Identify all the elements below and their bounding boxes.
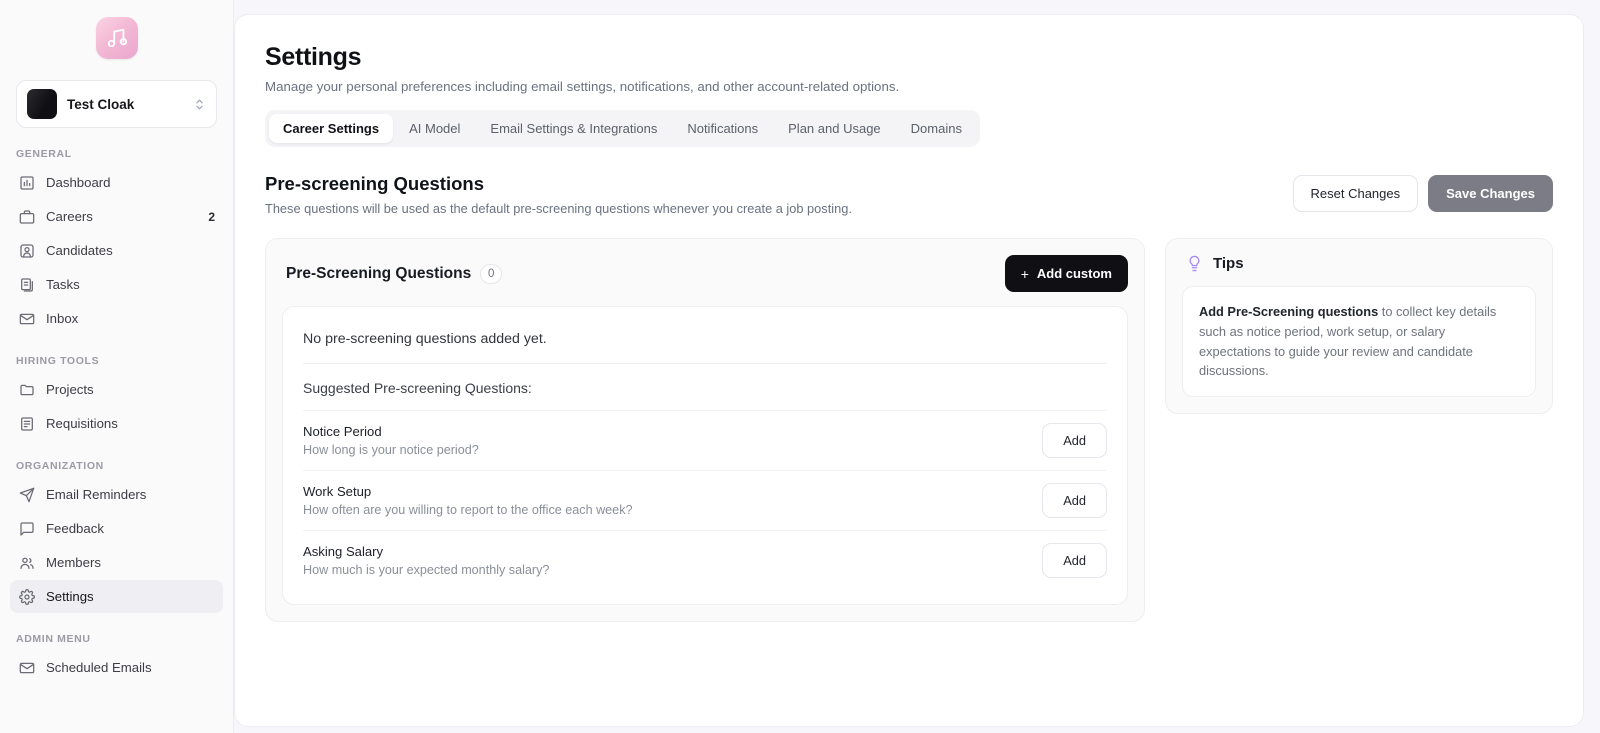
tab-notifications[interactable]: Notifications	[687, 121, 759, 136]
workspace-name: Test Cloak	[67, 96, 135, 112]
sidebar-group-label-organization: ORGANIZATION	[16, 460, 104, 472]
settings-page-card	[234, 14, 1584, 727]
sidebar-item-label: Members	[46, 555, 101, 570]
section-actions	[1293, 175, 1554, 212]
question-count-badge: 0	[480, 264, 502, 284]
section-header-text	[265, 173, 852, 216]
tips-panel	[1165, 238, 1553, 414]
tips-lead: Add Pre-Screening questions	[1199, 304, 1379, 319]
workspace-switcher[interactable]	[16, 80, 217, 128]
tips-header	[1182, 255, 1536, 272]
tips-body	[1182, 286, 1536, 397]
save-changes-button[interactable]: Save Changes	[1428, 175, 1553, 212]
suggested-questions-label: Suggested Pre-screening Questions:	[303, 380, 532, 396]
sidebar-item-label: Careers	[46, 209, 93, 224]
logo-mark	[96, 17, 138, 59]
sidebar-item-label: Tasks	[46, 277, 80, 292]
tab-plan-and-usage[interactable]: Plan and Usage	[788, 121, 881, 136]
section-subtitle: These questions will be used as the default pre-screening questions whenever you create a job posting.	[265, 201, 852, 216]
sidebar-item-label: Scheduled Emails	[46, 660, 152, 675]
careers-count-badge: 2	[208, 209, 215, 224]
sidebar-item-projects[interactable]	[10, 373, 223, 406]
dashboard-icon	[18, 174, 35, 191]
empty-state-text: No pre-screening questions added yet.	[303, 331, 547, 347]
list-item	[303, 410, 1107, 470]
add-suggestion-button-notice-period[interactable]: Add	[1042, 423, 1107, 458]
sidebar-item-dashboard[interactable]	[10, 166, 223, 199]
mail-icon	[18, 659, 35, 676]
panel-title: Pre-Screening Questions	[286, 264, 472, 282]
tasks-icon	[18, 276, 35, 293]
page-title: Settings	[265, 43, 362, 71]
suggestion-question: How often are you willing to report to the office each week?	[303, 503, 633, 517]
sidebar-item-settings[interactable]	[10, 580, 223, 613]
sidebar-item-scheduled-emails[interactable]	[10, 651, 223, 684]
sidebar-item-inbox[interactable]	[10, 302, 223, 335]
sidebar-item-feedback[interactable]	[10, 512, 223, 545]
suggestion-question: How long is your notice period?	[303, 443, 479, 457]
requisition-icon	[18, 415, 35, 432]
send-icon	[18, 486, 35, 503]
panel-header	[282, 255, 1128, 292]
list-item	[303, 470, 1107, 530]
sidebar-item-label: Email Reminders	[46, 487, 147, 502]
sidebar-group-label-hiring-tools: HIRING TOOLS	[16, 355, 100, 367]
tab-ai-model[interactable]: AI Model	[409, 121, 461, 136]
sidebar-item-label: Settings	[46, 589, 94, 604]
pre-screening-panel	[265, 238, 1145, 622]
user-square-icon	[18, 242, 35, 259]
sidebar-item-members[interactable]	[10, 546, 223, 579]
mail-icon	[18, 310, 35, 327]
sidebar-item-label: Inbox	[46, 311, 79, 326]
suggestion-name: Notice Period	[303, 424, 382, 439]
suggestion-question: How much is your expected monthly salary?	[303, 563, 550, 577]
briefcase-icon	[18, 208, 35, 225]
sidebar-group-label-admin-menu: ADMIN MENU	[16, 633, 91, 645]
tips-title: Tips	[1213, 255, 1244, 272]
sidebar-group-label-general: GENERAL	[16, 148, 72, 160]
sidebar-item-label: Requisitions	[46, 416, 118, 431]
gear-icon	[18, 588, 35, 605]
comment-icon	[18, 520, 35, 537]
add-suggestion-button-work-setup[interactable]: Add	[1042, 483, 1107, 518]
section-title: Pre-screening Questions	[265, 173, 484, 194]
chevron-updown-icon	[193, 98, 206, 111]
sidebar-item-label: Projects	[46, 382, 94, 397]
sidebar-item-label: Feedback	[46, 521, 104, 536]
suggestion-name: Asking Salary	[303, 544, 384, 559]
suggestion-text	[303, 544, 549, 577]
sidebar-item-email-reminders[interactable]	[10, 478, 223, 511]
lightbulb-icon	[1186, 255, 1203, 272]
add-custom-label: Add custom	[1036, 266, 1112, 281]
divider	[303, 363, 1107, 364]
tips-text: to collect key details such as notice period, work setup, or salary expectations to guide your review and candidate discussions.	[1199, 304, 1497, 379]
settings-tabs	[265, 110, 980, 147]
sidebar-item-careers[interactable]	[10, 200, 223, 233]
tab-email-settings-integrations[interactable]: Email Settings & Integrations	[490, 121, 658, 136]
page-subtitle: Manage your personal preferences including email settings, notifications, and other account-related options.	[265, 79, 900, 94]
questions-card	[282, 306, 1128, 605]
tab-domains[interactable]: Domains	[910, 121, 962, 136]
sidebar-item-candidates[interactable]	[10, 234, 223, 267]
add-custom-button[interactable]	[1005, 255, 1128, 292]
sidebar-item-requisitions[interactable]	[10, 407, 223, 440]
plus-icon: +	[1020, 265, 1029, 282]
settings-content-row	[265, 238, 1553, 622]
add-suggestion-button-asking-salary[interactable]: Add	[1042, 543, 1107, 578]
app-logo[interactable]	[0, 0, 233, 76]
workspace-avatar	[27, 89, 57, 119]
suggestion-text	[303, 484, 633, 517]
sidebar-item-tasks[interactable]	[10, 268, 223, 301]
main-content	[234, 0, 1600, 733]
list-item	[303, 530, 1107, 590]
panel-title-wrap	[282, 264, 502, 284]
folder-icon	[18, 381, 35, 398]
reset-changes-button[interactable]: Reset Changes	[1293, 175, 1419, 212]
users-icon	[18, 554, 35, 571]
sidebar-item-label: Dashboard	[46, 175, 111, 190]
tab-career-settings[interactable]: Career Settings	[269, 114, 393, 143]
suggestion-text	[303, 424, 479, 457]
sidebar-item-label: Candidates	[46, 243, 113, 258]
suggestion-name: Work Setup	[303, 484, 372, 499]
section-header	[265, 173, 1553, 216]
sidebar	[0, 0, 234, 733]
